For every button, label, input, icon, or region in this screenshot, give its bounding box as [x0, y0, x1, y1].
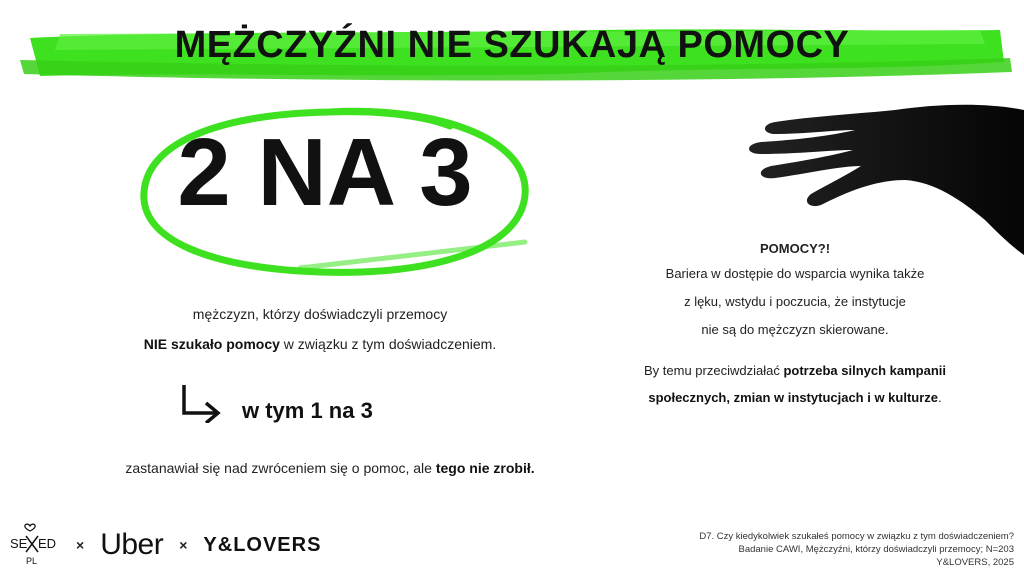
right-text-line3: nie są do mężczyzn skierowane. [701, 322, 889, 337]
right-text-line5 [600, 390, 990, 405]
source-note [614, 530, 1014, 569]
sub-desc-emphasis: tego nie zrobił. [435, 460, 535, 476]
partner-logos [8, 522, 321, 568]
stat-description-rest: w związku z tym doświadczeniem. [279, 336, 497, 352]
stat-description-line2 [80, 336, 560, 352]
sub-desc-text: zastanawiał się nad zwróceniem się o pomoc, ale [125, 460, 436, 476]
times-separator: × [76, 537, 85, 553]
right-text-line4 [600, 363, 990, 378]
sexed-logo [8, 522, 60, 568]
stat-description-line1: mężczyzn, którzy doświadczyli przemocy [192, 306, 448, 322]
sexed-logo-se: SE [10, 536, 28, 551]
source-line3: Y&LOVERS, 2025 [936, 557, 1014, 568]
page-title: MĘŻCZYŹNI NIE SZUKAJĄ POMOCY [174, 24, 850, 66]
source-line1: D7. Czy kiedykolwiek szukałeś pomocy w związku z tym doświadczeniem? [699, 531, 1014, 542]
source-line2: Badanie CAWI, Mężczyźni, którzy doświadczyli przemocy; N=203 [738, 544, 1014, 555]
sub-stat-description [60, 460, 600, 476]
sexed-logo-pl: PL [26, 556, 38, 566]
sexed-logo-ed: ED [38, 536, 57, 551]
uber-logo: Uber [100, 528, 164, 561]
right-heading: POMOCY?! [759, 241, 831, 256]
arrow-turn-right-icon [178, 383, 224, 423]
right-text-line2: z lęku, wstydu i poczucia, że instytucje [684, 294, 906, 309]
right-line5-suffix: . [938, 390, 942, 405]
hand-illustration [735, 100, 1024, 255]
stat-emphasis: NIE szukało pomocy [143, 336, 280, 352]
right-line4-text: By temu przeciwdziałać [644, 363, 784, 378]
right-line4-emphasis: potrzeba silnych kampanii [783, 363, 946, 378]
right-text-line1: Bariera w dostępie do wsparcia wynika także [665, 266, 925, 281]
ylovers-logo: Y&LOVERS [203, 533, 322, 556]
big-stat: 2 NA 3 [177, 119, 473, 226]
sub-stat: w tym 1 na 3 [242, 398, 373, 423]
times-separator: × [179, 537, 188, 553]
right-line5-emphasis: społecznych, zmian w instytucjach i w kulturze [648, 390, 939, 405]
